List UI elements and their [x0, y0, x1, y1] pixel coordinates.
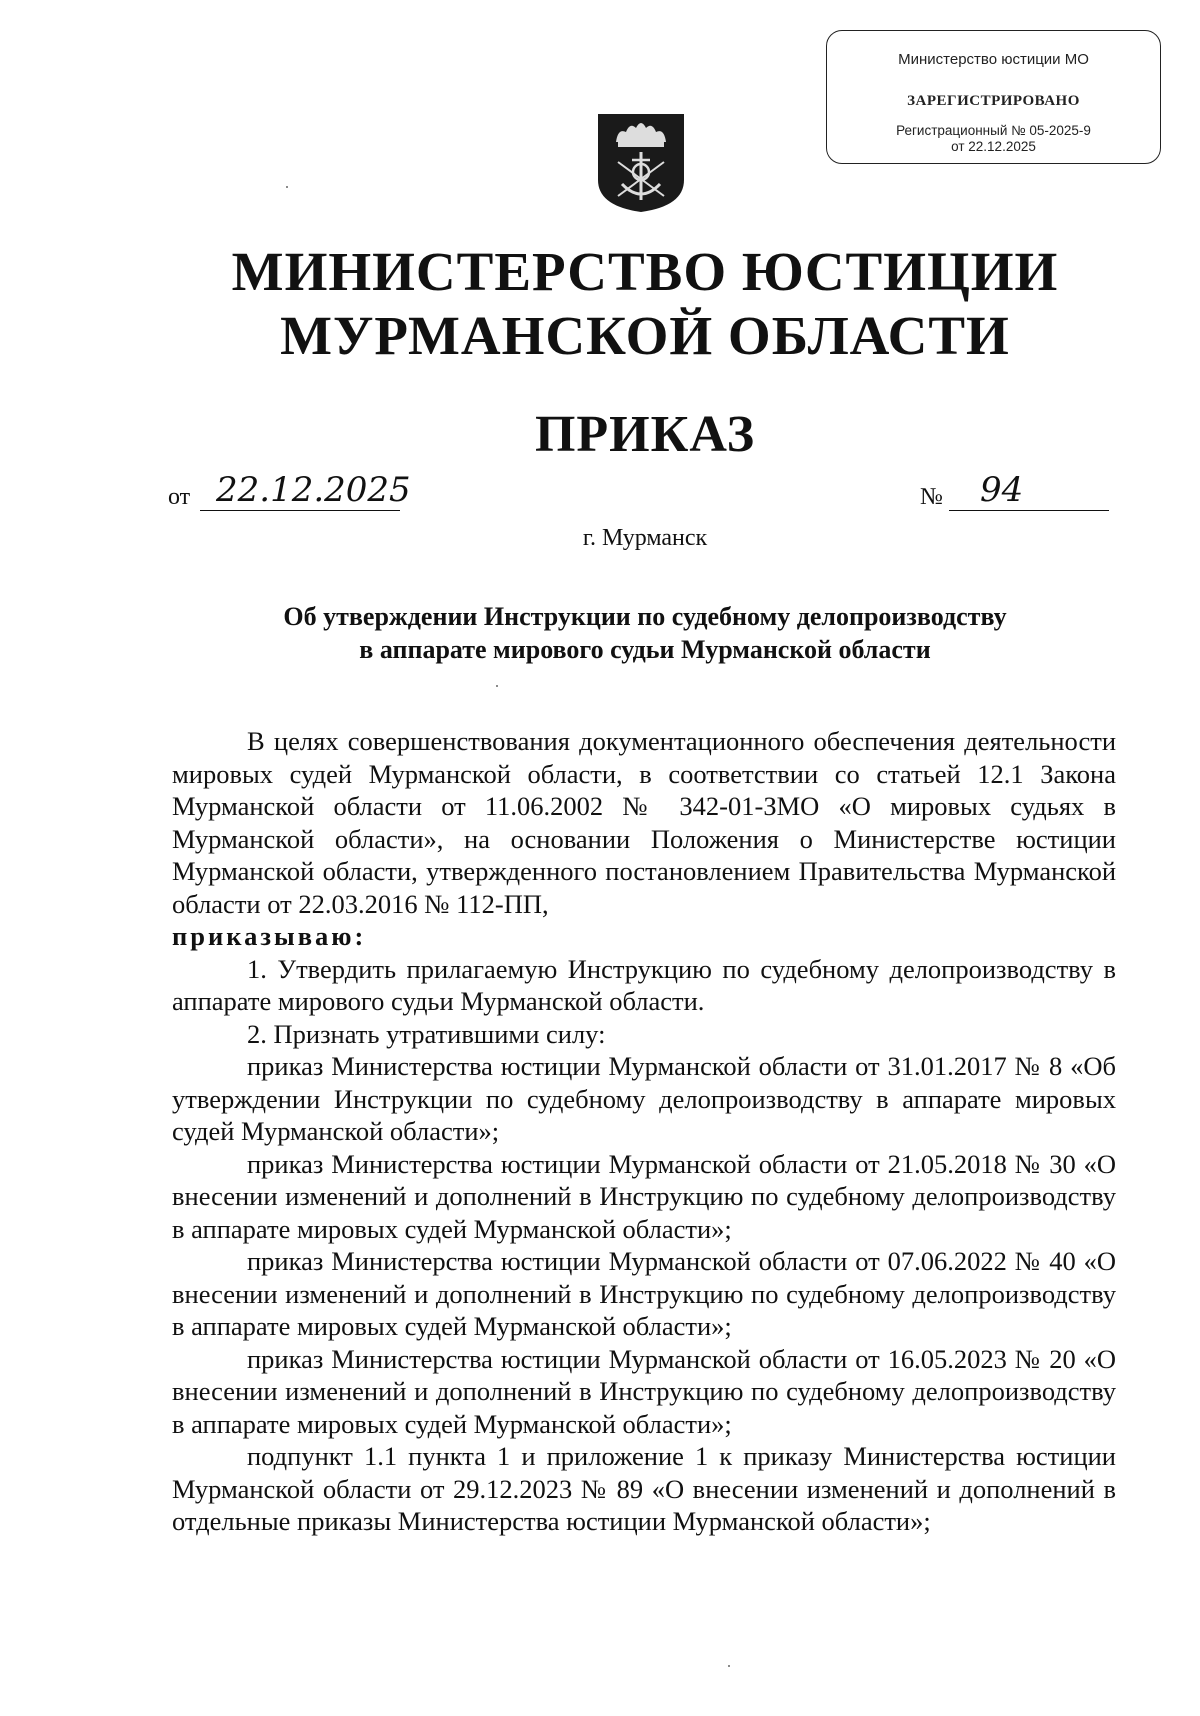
order-title-line1: Об утверждении Инструкции по судебному делопроизводству [283, 602, 1007, 631]
scan-speck [286, 186, 288, 188]
repealed-item: подпункт 1.1 пункта 1 и приложение 1 к приказу Министерства юстиции Мурманской области от 29.12.2023 № 89 «О внесении изменений и дополнений в отдельные приказы Министерства юстиции Мурманской области»; [172, 1441, 1116, 1536]
date-underline [200, 510, 400, 511]
order-title-line2: в аппарате мирового судьи Мурманской области [359, 635, 931, 664]
stamp-status: ЗАРЕГИСТРИРОВАНО [907, 93, 1080, 109]
stamp-registration [827, 123, 1160, 155]
city: г. Мурманск [582, 525, 708, 551]
stamp-registration-date: от 22.12.2025 [951, 139, 1036, 154]
scan-speck [496, 685, 498, 687]
order-word: приказываю: [172, 921, 367, 951]
stamp-registration-number: Регистрационный № 05-2025-9 [896, 123, 1091, 138]
repealed-item: приказ Министерства юстиции Мурманской области от 31.01.2017 № 8 «Об утверждении Инструкции по судебному делопроизводству в аппарате мировых судей Мурманской области»; [172, 1051, 1116, 1146]
date-handwritten: 22.12.2025 [216, 470, 411, 510]
repealed-item: приказ Министерства юстиции Мурманской области от 16.05.2023 № 20 «О внесении изменений и дополнений в Инструкцию по судебному делопроизводству в аппарате мировых судей Мурманской области»; [172, 1343, 1116, 1439]
item-2-paragraph: 2. Признать утратившими силу: [247, 1018, 606, 1049]
number-handwritten: 94 [980, 470, 1024, 510]
repealed-item: приказ Министерства юстиции Мурманской области от 07.06.2022 № 40 «О внесении изменений и дополнений в Инструкцию по судебному делопроизводству в аппарате мировых судей Мурманской области»; [172, 1246, 1116, 1341]
ministry-name-line1: МИНИСТЕРСТВО ЮСТИЦИИ [231, 241, 1059, 302]
preamble-paragraph: В целях совершенствования документационного обеспечения деятельности мировых судей Мурманской области, в соответствии со статьей 12.1 Закона Мурманской области от 11.06.2002 № 342-01-ЗМО «О мировых судьях в Мурманской области», на основании Положения о Министерстве юстиции Мурманской области, утвержденного постановлением Правительства Мурманской области от 22.03.2016 № 112-ПП, [172, 726, 1116, 919]
number-label: № [920, 484, 943, 510]
coat-of-arms-icon [596, 110, 686, 214]
number-underline [949, 510, 1109, 511]
date-label: от [168, 484, 191, 510]
document-type: ПРИКАЗ [534, 406, 756, 463]
order-body [172, 725, 1116, 1538]
repealed-item: приказ Министерства юстиции Мурманской области от 21.05.2018 № 30 «О внесении изменений и дополнений в Инструкцию по судебному делопроизводству в аппарате мировых судей Мурманской области»; [172, 1148, 1116, 1244]
order-title [0, 600, 1200, 666]
registration-stamp [826, 30, 1161, 164]
scan-speck [728, 1665, 730, 1667]
ministry-name [0, 240, 1200, 368]
ministry-name-line2: МУРМАНСКОЙ ОБЛАСТИ [280, 305, 1010, 366]
stamp-organization: Министерство юстиции МО [898, 51, 1089, 68]
item-1-paragraph: 1. Утвердить прилагаемую Инструкцию по судебному делопроизводству в аппарате мирового судьи Мурманской области. [172, 953, 1116, 1016]
date-number-row [168, 470, 1108, 510]
